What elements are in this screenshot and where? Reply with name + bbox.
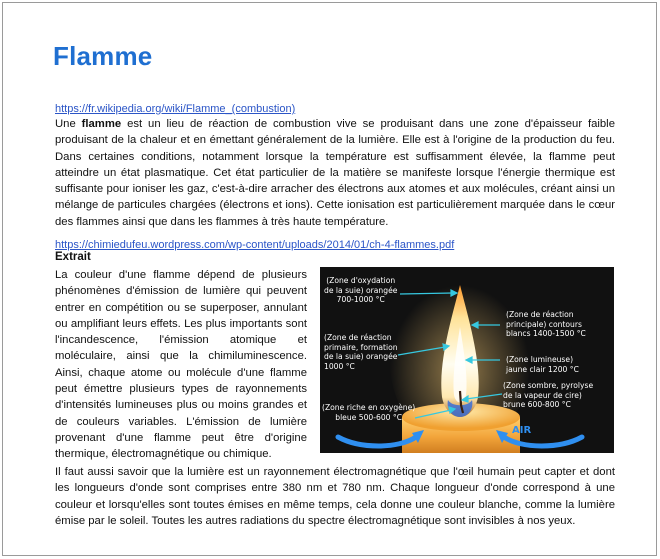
label-zone-sombre: (Zone sombre, pyrolyse de la vapeur de cire) brune 600-800 °C — [503, 381, 594, 410]
page-title: Flamme — [53, 41, 153, 71]
closing-paragraph: Il faut aussi savoir que la lumière est un rayonnement électromagnétique que l'œil humain peut capter et dont les longueurs d'onde sont comprises entre 380 nm et 780 nm. Chaque longueur d'onde correspond à une couleur et lorsqu'elles sont toutes émises en même temps, cela donne une couleur blanche, comme la lumière émise par le soleil. Toutes les autres radiations du spectre électromagnétique sont invisibles à nos yeux. — [55, 466, 615, 527]
label-zone-lumineuse: (Zone lumineuse) jaune clair 1200 °C — [506, 355, 579, 374]
label-air: AIR — [512, 425, 532, 436]
intro-text-rest: est un lieu de réaction de combustion vive se produisant dans une zone d'épaisseur faible produisant de la chaleur et en émettant généralement de la lumière. Elle est à l'origine de la production du feu. Dans certaines conditions, notamment lorsque la température est suffisamment élevée, la flamme peut atteindre un état plasmatique. Cet état particulier de la matière se manifeste lorsque l'énergie thermique est suffisante pour ioniser les gaz, c'est-à-dire arracher des électrons aux atomes et aux molécules, créant ainsi un mélange de particules chargées (électrons et ions). Cette ionisation est particulièrement marquée dans le cœur des flammes ainsi que dans les flammes à très haute température. — [55, 118, 615, 228]
intro-paragraph — [55, 116, 615, 230]
label-zone-reaction-primaire: (Zone de réaction primaire, formation de la suie) orangée 1000 °C — [324, 333, 398, 371]
extrait-paragraph: La couleur d'une flamme dépend de plusieurs phénomènes d'émission de lumière qui peuvent entrer en compétition ou se superposer, annulant ou amplifiant leurs effets. Les plus importants sont l'incandescence, l'émission atomique et moléculaire, ainsi que la chimiluminescence. Ainsi, chaque atome ou molécule d'une flamme peut émettre plusieurs types de rayonnements d'intensités lumineuses plus ou moins grandes et de couleurs variables. L'émission de lumière provenant d'une flamme peut être d'origine thermique, électromagnétique ou chimique. — [55, 269, 307, 461]
flame-diagram — [320, 267, 614, 453]
document-page — [2, 2, 657, 556]
intro-bold-term: flamme — [81, 118, 122, 130]
label-zone-riche-oxygene: (Zone riche en oxygène) bleue 500-600 °C — [322, 403, 416, 422]
label-zone-oxydation: (Zone d'oxydation de la suie) orangée 700-1000 °C — [324, 276, 398, 305]
intro-text-start: Une — [55, 118, 82, 130]
chimiedufeu-link[interactable]: https://chimiedufeu.wordpress.com/wp-content/uploads/2014/01/ch-4-flammes.pdf — [55, 239, 455, 251]
wikipedia-link[interactable]: https://fr.wikipedia.org/wiki/Flamme_(combustion) — [55, 103, 296, 115]
label-zone-reaction-principale: (Zone de réaction principale) contours blancs 1400-1500 °C — [506, 310, 586, 339]
extrait-heading: Extrait — [55, 251, 91, 263]
